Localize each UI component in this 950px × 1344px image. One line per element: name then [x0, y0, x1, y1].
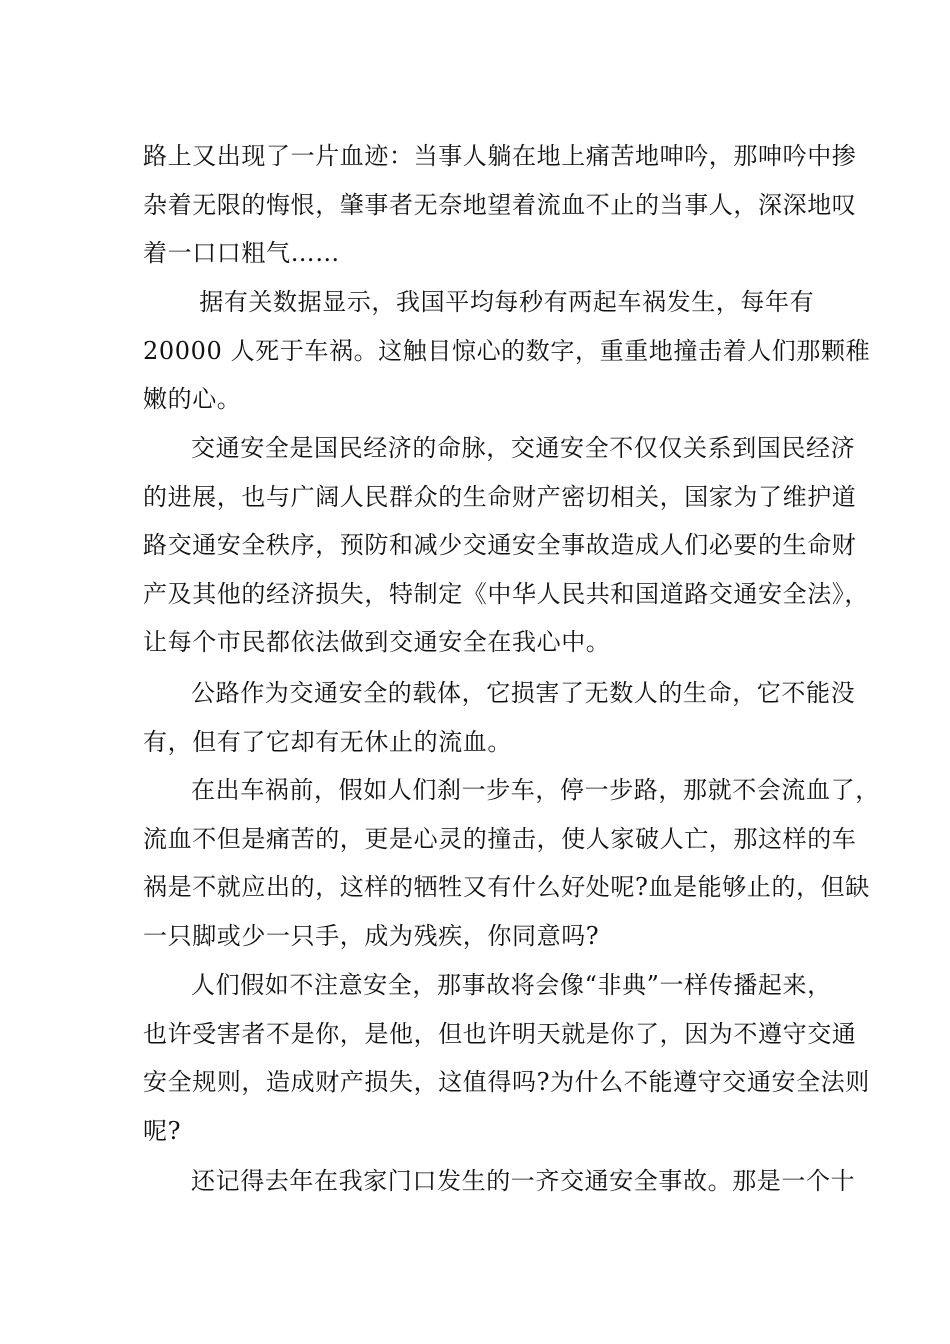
text-line: 产及其他的经济损失，特制定《中华人民共和国道路交通安全法》，: [143, 579, 869, 608]
text-line: 路上又出现了一片血迹：当事人躺在地上痛苦地呻吟，那呻吟中掺: [143, 142, 857, 170]
text-line: 安全规则，造成财产损失，这值得吗?为什么不能遵守交通安全法则: [143, 1068, 870, 1097]
paragraph: [143, 132, 857, 278]
paragraph: [143, 961, 870, 1155]
paragraph: [143, 669, 856, 766]
text-line: 也许受害者不是你，是他，但也许明天就是你了，因为不遵守交通: [143, 1019, 857, 1048]
text-line: 据有关数据显示，我国平均每秒有两起车祸发生，每年有: [191, 288, 815, 316]
text-line: 祸是不就应出的，这样的牺牲又有什么好处呢?血是能够止的，但缺: [143, 873, 870, 902]
text-line: 一只脚或少一只手，成为残疾，你同意吗?: [143, 921, 600, 950]
text-line: 交通安全是国民经济的命脉，交通安全不仅仅关系到国民经济: [191, 434, 856, 462]
text-line: 有，但有了它却有无休止的流血。: [143, 727, 512, 756]
text-line: 20000 人死于车祸。这触目惊心的数字，重重地撞击着人们那颗稚: [143, 336, 871, 365]
text-line: 呢?: [143, 1116, 182, 1145]
text-line: 流血不但是痛苦的，更是心灵的撞击，使人家破人亡，那这样的车: [143, 824, 857, 853]
text-line: 的进展，也与广阔人民群众的生命财产密切相关，国家为了维护道: [143, 482, 857, 511]
text-line: 人们假如不注意安全，那事故将会像“非典”一样传播起来，: [191, 971, 832, 999]
paragraph: [143, 766, 880, 960]
text-line: 着一口口粗气……: [143, 239, 340, 268]
text-line: 嫩的心。: [143, 385, 242, 414]
text-line: 公路作为交通安全的载体，它损害了无数人的生命，它不能没: [191, 679, 856, 707]
paragraph: [143, 424, 869, 667]
paragraph: [143, 1157, 856, 1206]
text-line: 杂着无限的悔恨，肇事者无奈地望着流血不止的当事人，深深地叹: [143, 190, 857, 219]
text-line: 还记得去年在我家门口发生的一齐交通安全事故。那是一个十: [191, 1167, 856, 1195]
text-line: 路交通安全秩序，预防和减少交通安全事故造成人们必要的生命财: [143, 531, 857, 560]
paragraph: [143, 278, 871, 424]
text-line: 在出车祸前，假如人们刹一步车，停一步路，那就不会流血了，: [191, 776, 880, 804]
text-line: 让每个市民都依法做到交通安全在我心中。: [143, 628, 611, 657]
